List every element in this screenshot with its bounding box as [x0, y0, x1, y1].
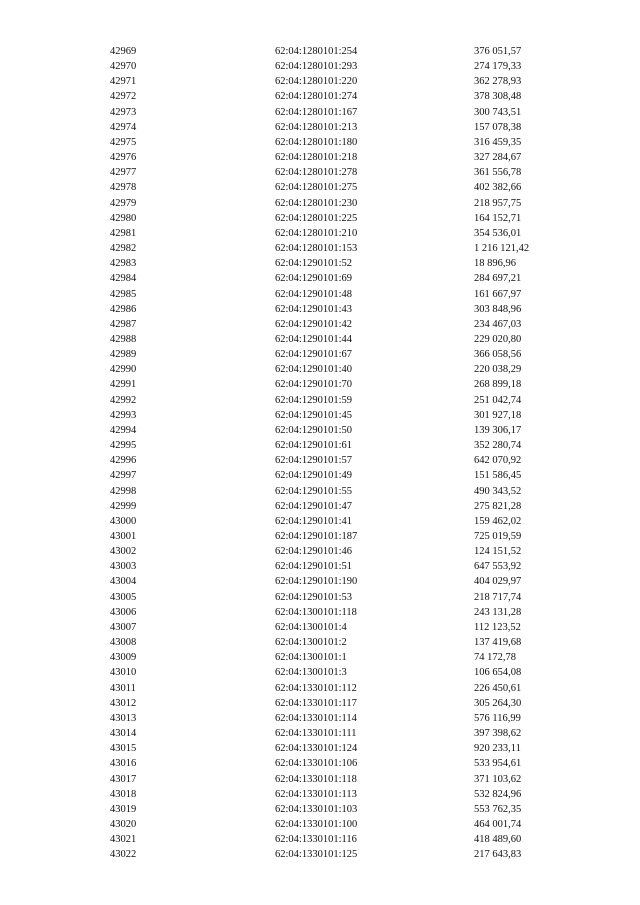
- row-number-cell: 42993: [110, 409, 137, 421]
- cadastral-value-cell: 305 264,30: [474, 697, 522, 709]
- cadastral-number-cell: 62:04:1290101:53: [275, 591, 353, 603]
- row-number-cell: 43006: [110, 606, 137, 618]
- table-row: [110, 514, 570, 529]
- row-number-cell: 43013: [110, 712, 137, 724]
- row-number-cell: 42987: [110, 318, 137, 330]
- table-row: [110, 196, 570, 211]
- row-number-cell: 42994: [110, 424, 137, 436]
- cadastral-number-cell: 62:04:1290101:187: [275, 531, 358, 542]
- table-row: [110, 165, 570, 180]
- cadastral-number-cell: 62:04:1280101:213: [275, 121, 358, 133]
- table-row: [110, 650, 570, 665]
- table-row: [110, 620, 570, 635]
- cadastral-value-cell: 464 001,74: [474, 818, 522, 830]
- row-number-cell: 42976: [110, 152, 137, 164]
- cadastral-number-cell: 62:04:1290101:69: [275, 273, 353, 285]
- cadastral-number-cell: 62:04:1290101:67: [275, 349, 353, 361]
- row-number-cell: 42986: [110, 303, 137, 315]
- cadastral-value-cell: 378 308,48: [474, 91, 522, 103]
- table-row: [110, 120, 570, 135]
- cadastral-number-cell: 62:04:1290101:52: [275, 258, 353, 270]
- cadastral-value-cell: 376 051,57: [474, 46, 522, 57]
- cadastral-value-cell: 220 038,29: [474, 364, 522, 376]
- cadastral-value-table: [110, 44, 570, 862]
- cadastral-number-cell: 62:04:1300101:4: [275, 621, 347, 633]
- row-number-cell: 43005: [110, 591, 137, 603]
- table-row: [110, 332, 570, 347]
- table-row: [110, 499, 570, 514]
- row-number-cell: 42981: [110, 227, 137, 239]
- cadastral-number-cell: 62:04:1280101:167: [275, 106, 358, 118]
- cadastral-value-cell: 404 029,97: [474, 576, 522, 588]
- row-number-cell: 43021: [110, 834, 137, 846]
- cadastral-number-cell: 62:04:1290101:44: [275, 333, 353, 345]
- row-number-cell: 43017: [110, 773, 137, 785]
- cadastral-number-cell: 62:04:1330101:111: [275, 728, 357, 740]
- row-number-cell: 42969: [110, 46, 137, 57]
- row-number-cell: 43012: [110, 697, 137, 709]
- cadastral-value-cell: 576 116,99: [474, 712, 521, 724]
- table-row: [110, 529, 570, 544]
- cadastral-value-cell: 229 020,80: [474, 333, 522, 345]
- cadastral-value-cell: 354 536,01: [474, 227, 522, 239]
- table-row: [110, 393, 570, 408]
- row-number-cell: 42978: [110, 182, 137, 194]
- cadastral-value-cell: 151 586,45: [474, 470, 522, 482]
- row-number-cell: 43002: [110, 546, 137, 558]
- table-row: [110, 302, 570, 317]
- table-row: [110, 590, 570, 605]
- cadastral-value-cell: 300 743,51: [474, 106, 522, 118]
- table-row: [110, 681, 570, 696]
- row-number-cell: 42988: [110, 333, 137, 345]
- table-row: [110, 89, 570, 104]
- cadastral-value-cell: 161 667,97: [474, 288, 522, 300]
- table-row: [110, 665, 570, 680]
- cadastral-number-cell: 62:04:1280101:275: [275, 182, 358, 194]
- cadastral-number-cell: 62:04:1280101:153: [275, 243, 358, 255]
- row-number-cell: 43016: [110, 758, 137, 770]
- table-row: [110, 635, 570, 650]
- table-row: [110, 287, 570, 302]
- cadastral-value-cell: 284 697,21: [474, 273, 522, 285]
- table-row: [110, 271, 570, 286]
- cadastral-number-cell: 62:04:1330101:100: [275, 818, 358, 830]
- cadastral-value-cell: 361 556,78: [474, 167, 522, 179]
- cadastral-value-cell: 316 459,35: [474, 136, 522, 148]
- row-number-cell: 42989: [110, 349, 137, 361]
- table-row: [110, 696, 570, 711]
- cadastral-value-cell: 218 717,74: [474, 591, 522, 603]
- row-number-cell: 42972: [110, 91, 137, 103]
- cadastral-number-cell: 62:04:1330101:106: [275, 758, 358, 770]
- cadastral-value-cell: 226 450,61: [474, 682, 522, 694]
- table-row: [110, 211, 570, 226]
- row-number-cell: 42980: [110, 212, 137, 224]
- row-number-cell: 43004: [110, 576, 137, 588]
- table-row: [110, 347, 570, 362]
- row-number-cell: 42998: [110, 485, 137, 497]
- cadastral-value-cell: 553 762,35: [474, 803, 522, 815]
- cadastral-value-cell: 218 957,75: [474, 197, 522, 209]
- cadastral-number-cell: 62:04:1300101:1: [275, 652, 347, 664]
- table-row: [110, 832, 570, 847]
- cadastral-number-cell: 62:04:1330101:114: [275, 712, 357, 724]
- cadastral-number-cell: 62:04:1290101:50: [275, 424, 353, 436]
- cadastral-number-cell: 62:04:1290101:47: [275, 500, 353, 512]
- row-number-cell: 42974: [110, 121, 137, 133]
- table-row: [110, 802, 570, 817]
- table-row: [110, 726, 570, 741]
- cadastral-value-cell: 1 216 121,42: [474, 243, 530, 255]
- row-number-cell: 43000: [110, 515, 137, 527]
- cadastral-number-cell: 62:04:1280101:274: [275, 91, 358, 103]
- cadastral-number-cell: 62:04:1290101:57: [275, 455, 353, 467]
- cadastral-number-cell: 62:04:1290101:40: [275, 364, 353, 376]
- cadastral-value-cell: 274 179,33: [474, 61, 522, 73]
- cadastral-value-cell: 217 643,83: [474, 849, 522, 861]
- cadastral-value-cell: 112 123,52: [474, 621, 521, 633]
- cadastral-value-cell: 533 954,61: [474, 758, 522, 770]
- cadastral-number-cell: 62:04:1280101:180: [275, 136, 358, 148]
- row-number-cell: 43014: [110, 728, 137, 740]
- cadastral-value-cell: 402 382,66: [474, 182, 522, 194]
- table-row: [110, 59, 570, 74]
- cadastral-number-cell: 62:04:1290101:42: [275, 318, 353, 330]
- cadastral-number-cell: 62:04:1280101:230: [275, 197, 358, 209]
- row-number-cell: 43019: [110, 803, 137, 815]
- table-row: [110, 741, 570, 756]
- cadastral-number-cell: 62:04:1300101:3: [275, 667, 347, 679]
- table-row: [110, 74, 570, 89]
- row-number-cell: 42991: [110, 379, 137, 391]
- row-number-cell: 42990: [110, 364, 137, 376]
- row-number-cell: 43008: [110, 637, 137, 649]
- cadastral-value-cell: 532 824,96: [474, 788, 522, 800]
- cadastral-value-cell: 74 172,78: [474, 652, 516, 664]
- cadastral-number-cell: 62:04:1280101:278: [275, 167, 358, 179]
- cadastral-value-cell: 137 419,68: [474, 637, 522, 649]
- table-row: [110, 135, 570, 150]
- table-row: [110, 317, 570, 332]
- cadastral-value-cell: 18 896,96: [474, 258, 516, 270]
- row-number-cell: 42975: [110, 136, 137, 148]
- row-number-cell: 43001: [110, 531, 137, 542]
- cadastral-value-cell: 418 489,60: [474, 834, 522, 846]
- cadastral-number-cell: 62:04:1290101:190: [275, 576, 358, 588]
- row-number-cell: 42977: [110, 167, 137, 179]
- table-row: [110, 180, 570, 195]
- table-row: [110, 847, 570, 862]
- cadastral-number-cell: 62:04:1330101:124: [275, 743, 358, 755]
- cadastral-value-cell: 251 042,74: [474, 394, 522, 406]
- table-row: [110, 484, 570, 499]
- table-row: [110, 408, 570, 423]
- cadastral-number-cell: 62:04:1280101:293: [275, 61, 358, 73]
- cadastral-value-cell: 164 152,71: [474, 212, 522, 224]
- cadastral-value-cell: 243 131,28: [474, 606, 522, 618]
- cadastral-number-cell: 62:04:1280101:254: [275, 46, 358, 57]
- cadastral-value-cell: 725 019,59: [474, 531, 522, 542]
- cadastral-number-cell: 62:04:1280101:220: [275, 76, 358, 88]
- row-number-cell: 42984: [110, 273, 137, 285]
- row-number-cell: 43018: [110, 788, 137, 800]
- table-row: [110, 226, 570, 241]
- row-number-cell: 42979: [110, 197, 137, 209]
- row-number-cell: 42983: [110, 258, 137, 270]
- cadastral-number-cell: 62:04:1280101:225: [275, 212, 358, 224]
- table-row: [110, 362, 570, 377]
- cadastral-number-cell: 62:04:1290101:45: [275, 409, 353, 421]
- cadastral-number-cell: 62:04:1300101:118: [275, 606, 357, 618]
- cadastral-number-cell: 62:04:1330101:112: [275, 682, 357, 694]
- table-row: [110, 44, 570, 59]
- cadastral-value-cell: 490 343,52: [474, 485, 522, 497]
- cadastral-value-cell: 397 398,62: [474, 728, 522, 740]
- table-row: [110, 605, 570, 620]
- table-row: [110, 453, 570, 468]
- cadastral-number-cell: 62:04:1330101:103: [275, 803, 358, 815]
- cadastral-number-cell: 62:04:1290101:43: [275, 303, 353, 315]
- cadastral-number-cell: 62:04:1330101:116: [275, 834, 357, 846]
- table-row: [110, 468, 570, 483]
- table-row: [110, 544, 570, 559]
- row-number-cell: 42971: [110, 76, 137, 88]
- cadastral-value-cell: 124 151,52: [474, 546, 522, 558]
- row-number-cell: 43020: [110, 818, 137, 830]
- table-row: [110, 241, 570, 256]
- table-row: [110, 756, 570, 771]
- cadastral-number-cell: 62:04:1330101:113: [275, 788, 357, 800]
- row-number-cell: 43022: [110, 849, 137, 861]
- row-number-cell: 42992: [110, 394, 137, 406]
- cadastral-value-cell: 642 070,92: [474, 455, 522, 467]
- cadastral-value-cell: 157 078,38: [474, 121, 522, 133]
- row-number-cell: 43011: [110, 682, 136, 694]
- table-row: [110, 377, 570, 392]
- table-row: [110, 559, 570, 574]
- row-number-cell: 42997: [110, 470, 137, 482]
- table-row: [110, 438, 570, 453]
- cadastral-value-cell: 159 462,02: [474, 515, 522, 527]
- cadastral-value-cell: 327 284,67: [474, 152, 522, 164]
- cadastral-number-cell: 62:04:1290101:46: [275, 546, 353, 558]
- table-row: [110, 772, 570, 787]
- cadastral-value-cell: 352 280,74: [474, 440, 522, 452]
- table-row: [110, 105, 570, 120]
- table-row: [110, 423, 570, 438]
- cadastral-number-cell: 62:04:1290101:59: [275, 394, 353, 406]
- cadastral-number-cell: 62:04:1300101:2: [275, 637, 347, 649]
- cadastral-number-cell: 62:04:1330101:118: [275, 773, 357, 785]
- row-number-cell: 42985: [110, 288, 137, 300]
- cadastral-number-cell: 62:04:1290101:51: [275, 561, 353, 573]
- row-number-cell: 42973: [110, 106, 137, 118]
- row-number-cell: 42999: [110, 500, 137, 512]
- cadastral-value-cell: 647 553,92: [474, 561, 522, 573]
- cadastral-value-cell: 366 058,56: [474, 349, 522, 361]
- cadastral-value-cell: 920 233,11: [474, 743, 521, 755]
- cadastral-number-cell: 62:04:1290101:70: [275, 379, 353, 391]
- row-number-cell: 42970: [110, 61, 137, 73]
- cadastral-number-cell: 62:04:1290101:41: [275, 515, 353, 527]
- cadastral-number-cell: 62:04:1290101:55: [275, 485, 353, 497]
- row-number-cell: 42982: [110, 243, 137, 255]
- row-number-cell: 43009: [110, 652, 137, 664]
- table-row: [110, 711, 570, 726]
- row-number-cell: 43015: [110, 743, 137, 755]
- cadastral-number-cell: 62:04:1290101:61: [275, 440, 353, 452]
- cadastral-number-cell: 62:04:1280101:218: [275, 152, 358, 164]
- cadastral-number-cell: 62:04:1330101:117: [275, 697, 357, 709]
- table-row: [110, 817, 570, 832]
- cadastral-value-cell: 362 278,93: [474, 76, 522, 88]
- cadastral-value-cell: 301 927,18: [474, 409, 522, 421]
- cadastral-value-cell: 303 848,96: [474, 303, 522, 315]
- cadastral-value-cell: 106 654,08: [474, 667, 522, 679]
- cadastral-number-cell: 62:04:1330101:125: [275, 849, 358, 861]
- cadastral-value-cell: 275 821,28: [474, 500, 522, 512]
- row-number-cell: 42995: [110, 440, 137, 452]
- row-number-cell: 43010: [110, 667, 137, 679]
- cadastral-value-cell: 234 467,03: [474, 318, 522, 330]
- table-row: [110, 150, 570, 165]
- cadastral-value-cell: 371 103,62: [474, 773, 522, 785]
- table-row: [110, 574, 570, 589]
- cadastral-number-cell: 62:04:1290101:48: [275, 288, 353, 300]
- cadastral-number-cell: 62:04:1290101:49: [275, 470, 353, 482]
- row-number-cell: 43003: [110, 561, 137, 573]
- table-row: [110, 256, 570, 271]
- row-number-cell: 42996: [110, 455, 137, 467]
- cadastral-value-cell: 139 306,17: [474, 424, 522, 436]
- cadastral-value-cell: 268 899,18: [474, 379, 522, 391]
- cadastral-number-cell: 62:04:1280101:210: [275, 227, 358, 239]
- row-number-cell: 43007: [110, 621, 137, 633]
- table-row: [110, 787, 570, 802]
